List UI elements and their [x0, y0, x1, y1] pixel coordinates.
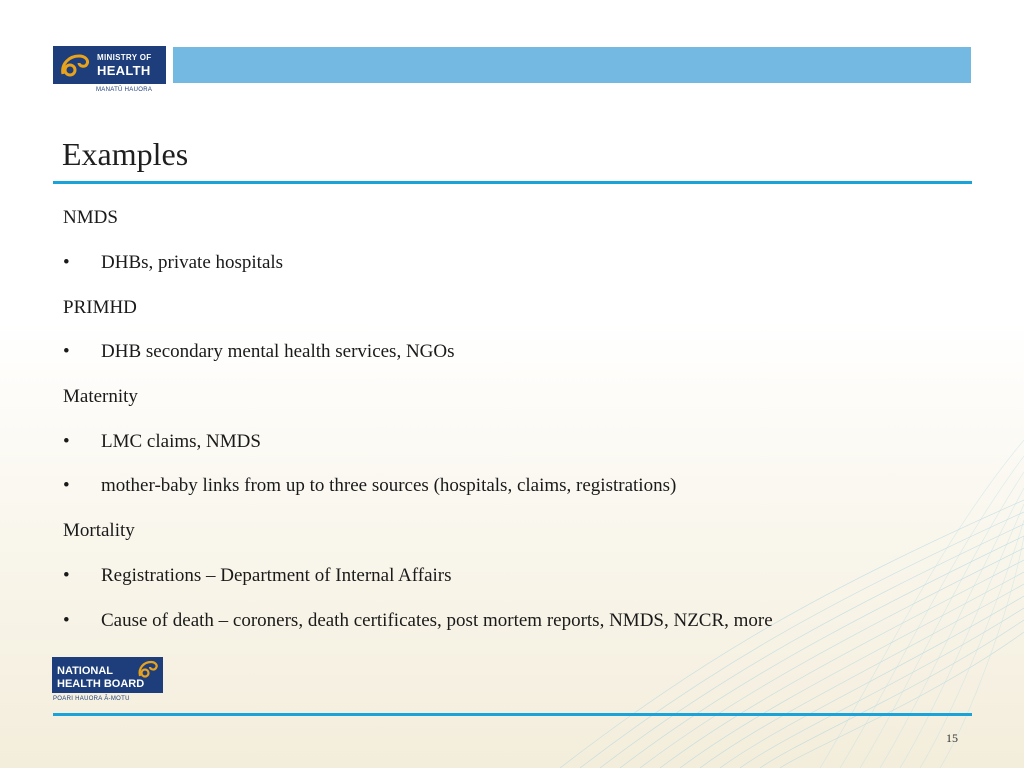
- koru-icon: [137, 659, 159, 679]
- header-bar: [173, 47, 971, 83]
- national-health-board-logo: [52, 657, 163, 693]
- koru-icon: [59, 52, 91, 78]
- section-heading-text: NMDS: [63, 207, 118, 229]
- title-divider: [53, 181, 972, 184]
- logo-text-line2: HEALTH: [97, 63, 151, 78]
- bullet-marker: •: [63, 430, 70, 452]
- section-heading: [63, 285, 963, 330]
- section-heading: [63, 509, 963, 554]
- bullet-marker: •: [63, 609, 70, 631]
- section-heading: [63, 375, 963, 420]
- bullet-item: [63, 241, 963, 286]
- bullet-marker: •: [63, 341, 70, 363]
- footer-divider: [53, 713, 972, 716]
- footer-logo-line2: HEALTH BOARD: [57, 678, 145, 690]
- section-heading-text: Mortality: [63, 520, 135, 542]
- bullet-marker: •: [63, 475, 70, 497]
- section-heading: [63, 196, 963, 241]
- bullet-text: LMC claims, NMDS: [101, 430, 261, 452]
- bullet-marker: •: [63, 564, 70, 586]
- bullet-text: mother-baby links from up to three sources (hospitals, claims, registrations): [101, 475, 677, 497]
- logo-subtitle: MANATŪ HAUORA: [96, 87, 153, 93]
- section-heading-text: PRIMHD: [63, 296, 137, 318]
- bullet-text: DHBs, private hospitals: [101, 252, 284, 274]
- section-heading-text: Maternity: [63, 386, 138, 408]
- footer-logo-line1: NATIONAL: [57, 665, 114, 677]
- bullet-marker: •: [63, 252, 70, 274]
- bullet-item: [63, 330, 963, 375]
- bullet-item: [63, 554, 963, 599]
- bullet-text: DHB secondary mental health services, NGOs: [101, 341, 455, 363]
- footer-logo-subtitle: POARI HAUORA Ā-MOTU: [53, 696, 130, 702]
- bullet-text: Registrations – Department of Internal Affairs: [101, 564, 452, 586]
- bullet-item: [63, 464, 963, 509]
- ministry-of-health-logo: [53, 46, 166, 84]
- slide-content: [63, 196, 963, 643]
- bullet-text: Cause of death – coroners, death certificates, post mortem reports, NMDS, NZCR, more: [101, 609, 773, 631]
- page-number: 15: [946, 731, 958, 745]
- bullet-item: [63, 419, 963, 464]
- bullet-item: [63, 598, 963, 643]
- logo-text-line1: MINISTRY OF: [97, 53, 152, 62]
- slide-title: Examples: [62, 136, 189, 172]
